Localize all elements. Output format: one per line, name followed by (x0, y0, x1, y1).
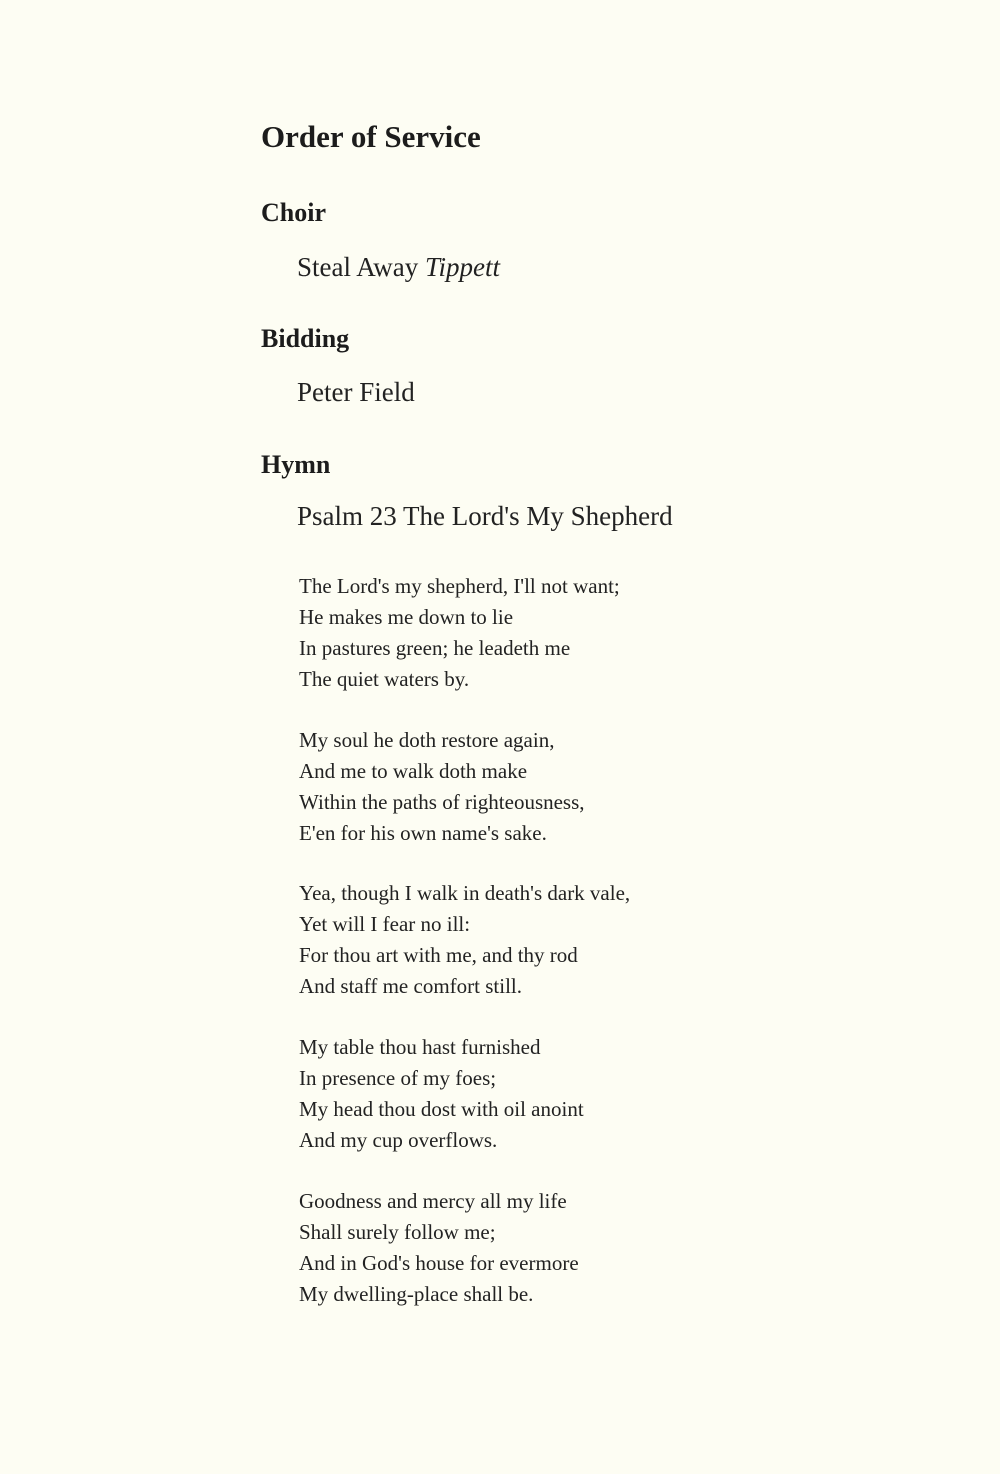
verse-line: My head thou dost with oil anoint (299, 1097, 584, 1121)
verse-line: Yet will I fear no ill: (299, 912, 471, 936)
verse-line: And me to walk doth make (299, 759, 528, 783)
verse-line: My dwelling-place shall be. (299, 1282, 534, 1306)
verse-line: Yea, though I walk in death's dark vale, (299, 881, 631, 905)
verse-line: In presence of my foes; (299, 1066, 497, 1090)
verse-line: E'en for his own name's sake. (299, 821, 547, 845)
bidding-heading: Bidding (261, 324, 350, 353)
verse-line: Within the paths of righteousness, (299, 790, 585, 814)
verse-line: My soul he doth restore again, (299, 728, 555, 752)
verse-line: He makes me down to lie (299, 605, 514, 629)
choir-piece-title: Steal Away (297, 252, 419, 282)
verse-line: And staff me comfort still. (299, 974, 522, 998)
hymn-verse-2 (299, 725, 585, 849)
verse-line: Shall surely follow me; (299, 1220, 496, 1244)
verse-line: My table thou hast furnished (299, 1035, 541, 1059)
hymn-verse-1 (299, 571, 620, 695)
page-title: Order of Service (261, 119, 481, 154)
choir-composer: Tippett (425, 252, 501, 282)
choir-heading: Choir (261, 198, 326, 227)
hymn-verse-3 (299, 878, 630, 1002)
verse-line: Goodness and mercy all my life (299, 1189, 567, 1213)
bidding-speaker: Peter Field (297, 377, 415, 407)
verse-line: And in God's house for evermore (299, 1251, 579, 1275)
verse-line: The quiet waters by. (299, 667, 470, 691)
verse-line: For thou art with me, and thy rod (299, 943, 578, 967)
hymn-verse-5 (299, 1186, 579, 1310)
hymn-verse-4 (299, 1032, 584, 1156)
verse-line: In pastures green; he leadeth me (299, 636, 571, 660)
choir-piece (297, 249, 500, 285)
verse-line: And my cup overflows. (299, 1128, 498, 1152)
hymn-name: Psalm 23 The Lord's My Shepherd (297, 501, 673, 531)
verse-line: The Lord's my shepherd, I'll not want; (299, 574, 620, 598)
hymn-heading: Hymn (261, 450, 331, 479)
